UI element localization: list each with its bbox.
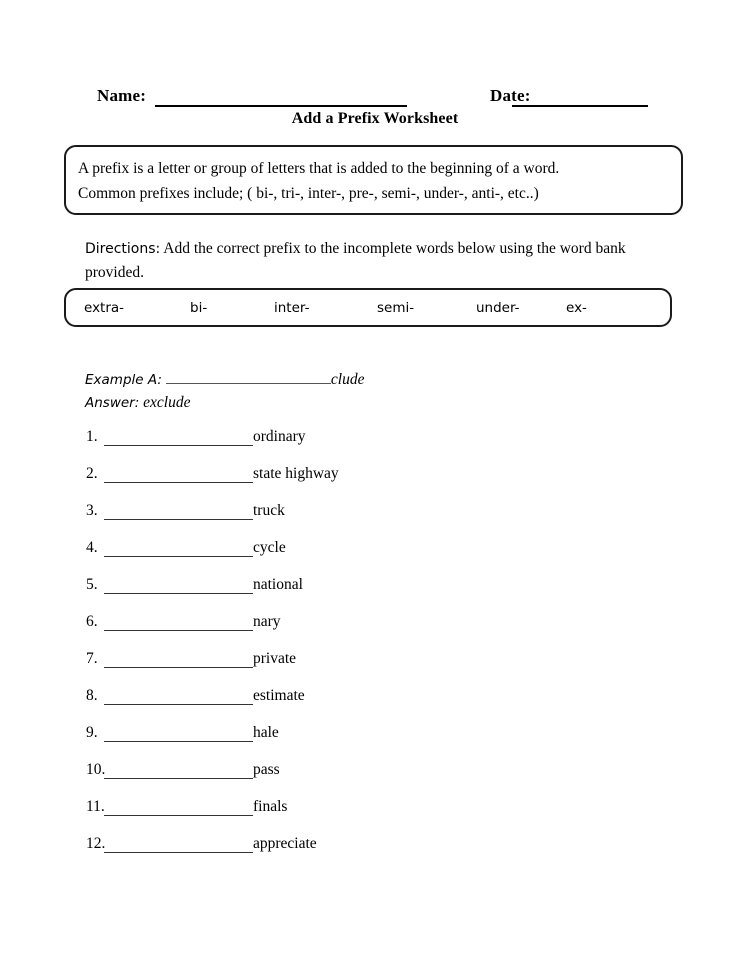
word-bank-item-5: under- <box>476 300 520 316</box>
question-word: ordinary <box>253 428 306 445</box>
question-row <box>0 687 750 724</box>
word-bank-item-4: semi- <box>377 300 415 316</box>
example-label: Example A: <box>85 372 162 388</box>
question-word: national <box>253 576 303 593</box>
question-number: 9. <box>86 724 98 741</box>
question-word: truck <box>253 502 285 519</box>
question-row <box>0 576 750 613</box>
question-row <box>0 613 750 650</box>
directions-body: Add the correct prefix to the incomplete words below using the word bank provided. <box>85 240 626 281</box>
word-bank-item-3: inter- <box>274 300 310 316</box>
question-word: hale <box>253 724 279 741</box>
example-stem: clude <box>330 371 365 388</box>
word-bank-box <box>64 288 672 327</box>
question-number: 11. <box>86 798 105 815</box>
page-title: Add a Prefix Worksheet <box>291 110 459 127</box>
question-row <box>0 761 750 798</box>
question-word: pass <box>253 761 280 778</box>
question-number: 5. <box>86 576 98 593</box>
question-row <box>0 465 750 502</box>
question-blank-line[interactable] <box>104 741 253 742</box>
answer-label: Answer: <box>85 395 140 411</box>
question-number: 12. <box>86 835 106 852</box>
word-bank-item-6: ex- <box>566 300 587 316</box>
question-row <box>0 650 750 687</box>
directions-label: Directions: <box>85 241 161 257</box>
question-blank-line[interactable] <box>104 815 253 816</box>
question-row <box>0 428 750 465</box>
question-row <box>0 835 750 872</box>
question-blank-line[interactable] <box>104 630 253 631</box>
question-list <box>0 428 750 872</box>
name-blank-line[interactable] <box>155 105 407 107</box>
definition-line-2: Common prefixes include; ( bi-, tri-, inter-, pre-, semi-, under-, anti-, etc..) <box>78 185 539 202</box>
question-row <box>0 539 750 576</box>
question-word: finals <box>253 798 288 815</box>
question-number: 1. <box>86 428 98 445</box>
question-row <box>0 502 750 539</box>
question-blank-line[interactable] <box>104 556 253 557</box>
definition-line-1: A prefix is a letter or group of letters that is added to the beginning of a word. <box>78 160 560 177</box>
question-word: private <box>253 650 297 667</box>
question-row <box>0 798 750 835</box>
question-number: 10. <box>86 761 106 778</box>
question-blank-line[interactable] <box>104 778 253 779</box>
question-blank-line[interactable] <box>104 482 253 483</box>
question-blank-line[interactable] <box>104 667 253 668</box>
question-blank-line[interactable] <box>104 593 253 594</box>
date-label: Date: <box>490 86 531 105</box>
name-label: Name: <box>97 86 147 105</box>
question-blank-line[interactable] <box>104 445 253 446</box>
word-bank-item-1: extra- <box>84 300 125 316</box>
directions-text <box>85 237 665 285</box>
answer-row <box>85 394 585 415</box>
question-number: 8. <box>86 687 98 704</box>
date-blank-line[interactable] <box>512 105 648 107</box>
question-number: 6. <box>86 613 98 630</box>
question-word: appreciate <box>253 835 317 852</box>
example-blank-line[interactable] <box>166 371 331 384</box>
question-number: 2. <box>86 465 98 482</box>
question-blank-line[interactable] <box>104 852 253 853</box>
question-number: 7. <box>86 650 98 667</box>
example-row <box>85 371 585 392</box>
question-word: state highway <box>253 465 339 482</box>
word-bank-item-2: bi- <box>190 300 208 316</box>
question-blank-line[interactable] <box>104 704 253 705</box>
question-word: cycle <box>253 539 286 556</box>
example-block <box>85 371 585 415</box>
worksheet-header <box>0 86 750 110</box>
answer-word: exclude <box>139 394 191 411</box>
prefix-definition-box <box>64 145 683 215</box>
question-number: 3. <box>86 502 98 519</box>
question-word: nary <box>253 613 281 630</box>
question-row <box>0 724 750 761</box>
question-word: estimate <box>253 687 305 704</box>
question-blank-line[interactable] <box>104 519 253 520</box>
question-number: 4. <box>86 539 98 556</box>
